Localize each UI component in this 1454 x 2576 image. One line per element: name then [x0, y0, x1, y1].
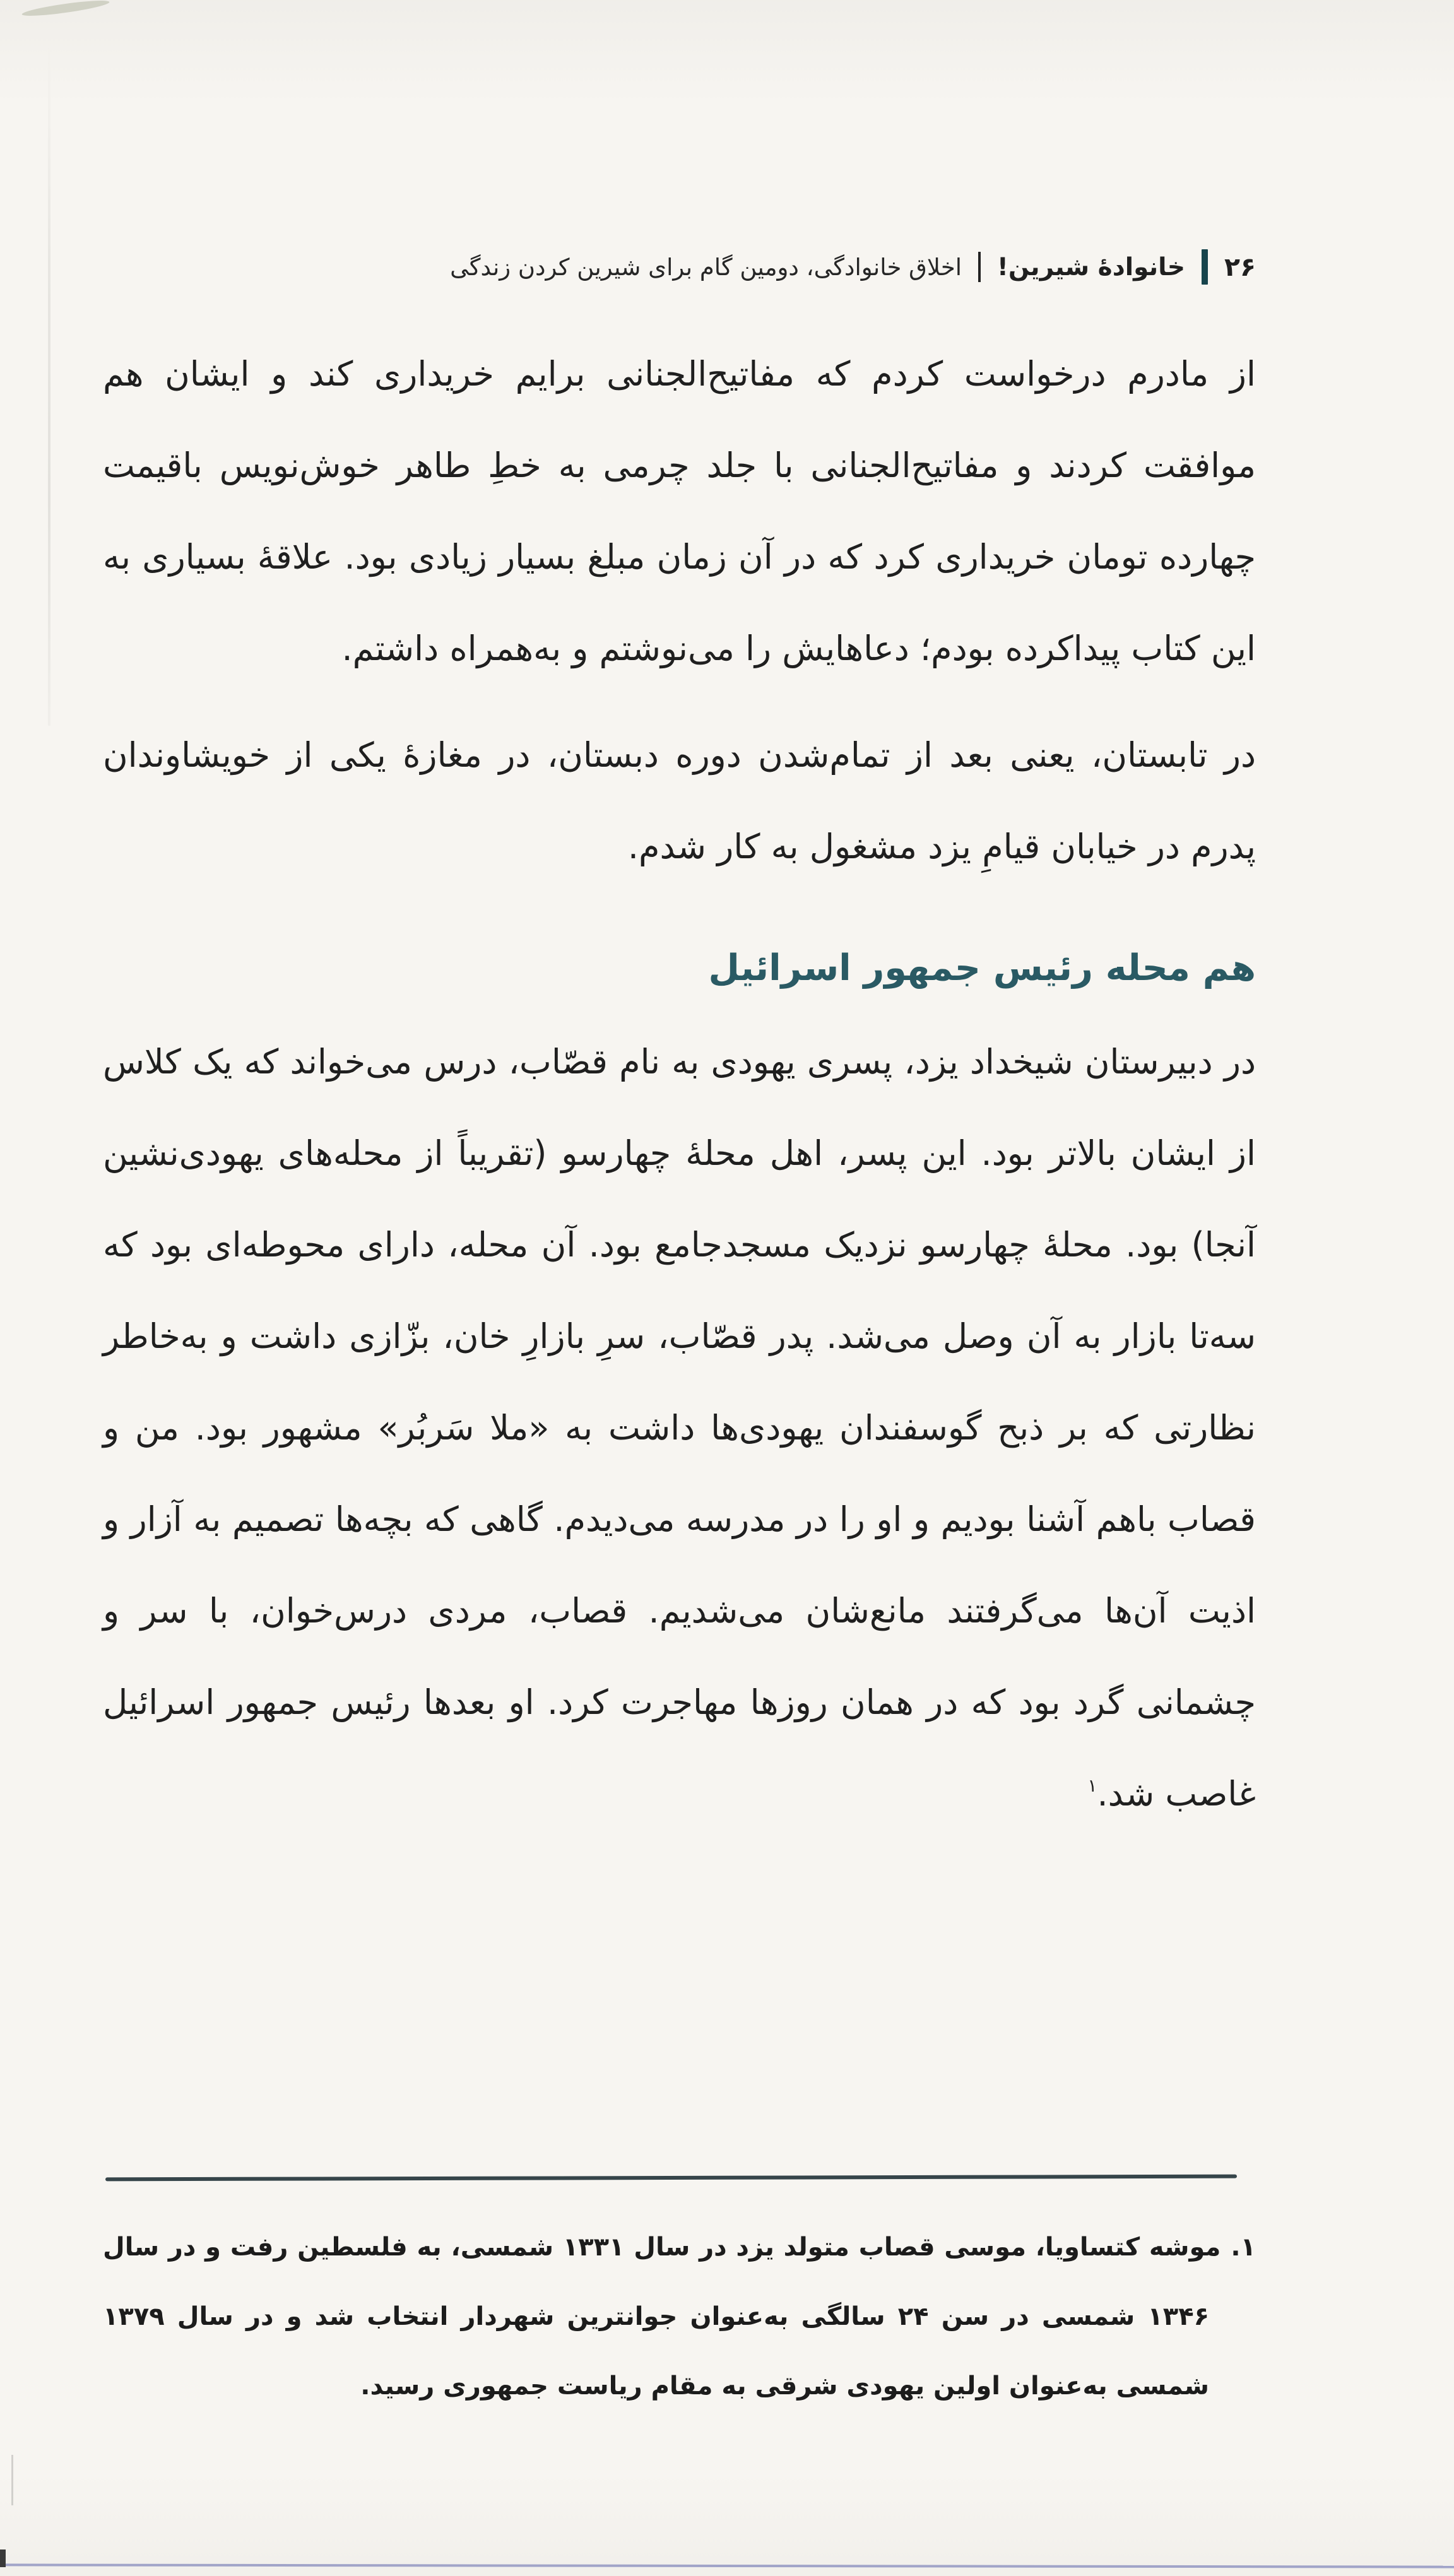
footnote-marker: ۱.: [1231, 2233, 1256, 2262]
chapter-subtitle: اخلاق خانوادگی، دومین گام برای شیرین کردن زندگی: [450, 253, 962, 281]
header-separator-bar-thick: [1202, 249, 1208, 285]
book-title: خانوادهٔ شیرین!: [997, 252, 1185, 281]
footnote-divider: [105, 2175, 1237, 2182]
scan-edge-artifact: [11, 2455, 13, 2505]
scan-corner-mark-artifact: [0, 2549, 6, 2567]
section-paragraph: [103, 1016, 1256, 1840]
footnote-reference: ۱: [1087, 1775, 1097, 1796]
scan-smudge-artifact: [21, 0, 110, 19]
header-separator-bar-thin: [978, 252, 981, 282]
scan-crease-artifact: [48, 44, 50, 726]
scan-bottom-line-artifact: [0, 2563, 1454, 2568]
page-number: ۲۶: [1224, 252, 1256, 282]
paragraph: از مادرم درخواست کردم که مفاتیح‌الجنانی برایم خریداری کند و ایشان هم موافقت کردند و مفاتیح‌الجنانی با جلد چرمی به خطِ طاهر خوش‌نویس باقیمت چهارده تومان خریداری کرد که در آن زمان مبلغ بسیار زیادی بود. علاقهٔ بسیاری به این کتاب پیداکرده بودم؛ دعاهایش را می‌نوشتم و به‌همراه داشتم.: [103, 354, 1256, 668]
text-column: [103, 328, 1256, 1840]
paragraph: در تابستان، یعنی بعد از تمام‌شدن دوره دبستان، در مغازهٔ یکی از خویشاوندان پدرم در خیابان قیامِ یزد مشغول به کار شدم.: [103, 735, 1256, 866]
footnote-area: [103, 2176, 1256, 2421]
section-paragraph-text: در دبیرستان شیخداد یزد، پسری یهودی به نام قصّاب، درس می‌خواند که یک کلاس از ایشان بالاتر بود. این پسر، اهل محلهٔ چهارسو (تقریباً از محله‌های یهودی‌نشین آنجا) بود. محلهٔ چهارسو نزدیک مسجدجامع بود. آن محله، دارای محوطه‌ای بود که سه‌تا بازار به آن وصل می‌شد. پدر قصّاب، سرِ بازارِ خان، بزّازی داشت و به‌خاطر نظارتی که بر ذبح گوسفندان یهودی‌ها داشت به «ملا سَربُر» مشهور بود. من و قصاب باهم آشنا بودیم و او را در مدرسه می‌دیدم. گاهی که بچه‌ها تصمیم به آزار و اذیت آن‌ها می‌گرفتند مانع‌شان می‌شدیم. قصاب، مردی درس‌خوان، با سر و چشمانی گرد بود که در همان روزها مهاجرت کرد. او بعدها رئیس جمهور اسرائیل غاصب شد.: [103, 1042, 1256, 1814]
footnote-text: موشه کتساویا، موسی قصاب متولد یزد در سال ۱۳۳۱ شمسی، به فلسطین رفت و در سال ۱۳۴۶ شمسی در سن ۲۴ سالگی به‌عنوان جوانترین شهردار انتخاب شد و در سال ۱۳۷۹ شمسی به‌عنوان اولین یهودی شرقی به مقام ریاست جمهوری رسید.: [103, 2233, 1221, 2401]
page-header: [103, 232, 1256, 302]
section-heading: هم محله رئیس جمهور اسرائیل: [708, 947, 1256, 989]
footnote: [103, 2213, 1256, 2421]
